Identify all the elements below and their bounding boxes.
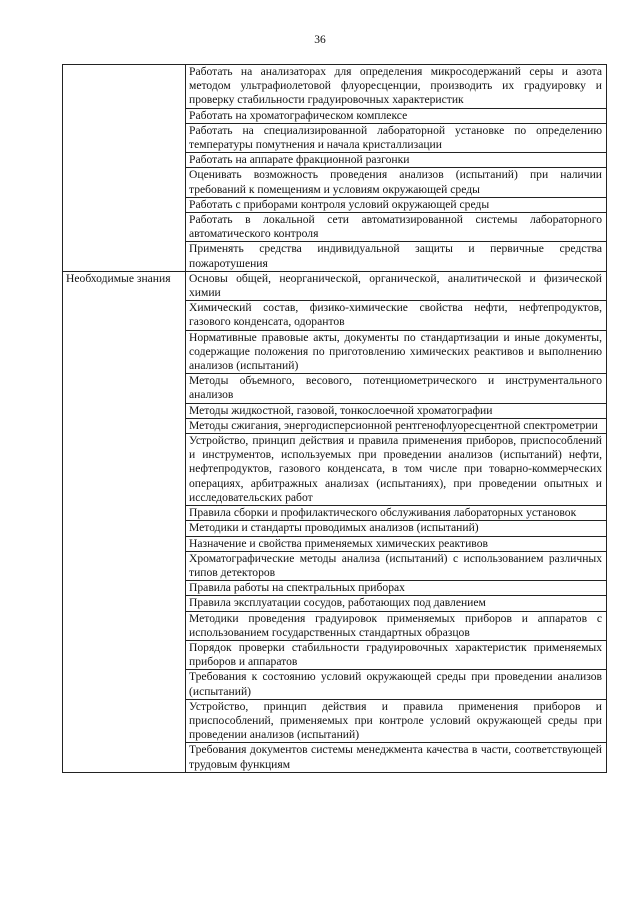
requirement-text: Методы объемного, весового, потенциометрического и инструментального анализов	[186, 374, 607, 403]
requirement-text: Работать в локальной сети автоматизированной системы лабораторного автоматического контроля	[186, 213, 607, 242]
requirement-text: Правила сборки и профилактического обслуживания лабораторных установок	[186, 506, 607, 521]
requirement-text: Назначение и свойства применяемых химических реактивов	[186, 536, 607, 551]
requirement-text: Требования к состоянию условий окружающей среды при проведении анализов (испытаний)	[186, 670, 607, 699]
requirement-text: Правила эксплуатации сосудов, работающих под давлением	[186, 596, 607, 611]
requirement-text: Устройство, принцип действия и правила применения приборов и приспособлений, применяемых при контроле условий окружающей среды при проведении анализов (испытаний)	[186, 699, 607, 743]
requirement-text: Работать на хроматографическом комплексе	[186, 108, 607, 123]
requirement-text: Методы жидкостной, газовой, тонкослоечной хроматографии	[186, 403, 607, 418]
requirement-text: Хроматографические методы анализа (испытаний) с использованием различных типов детекторов	[186, 551, 607, 580]
requirement-text: Работать на аппарате фракционной разгонки	[186, 153, 607, 168]
requirement-text: Методы сжигания, энергодисперсионной рентгенофлуоресцентной спектрометрии	[186, 418, 607, 433]
section-label: Необходимые знания	[63, 271, 186, 772]
requirement-text: Оценивать возможность проведения анализов (испытаний) при наличии требований к помещениям и условиям окружающей среды	[186, 168, 607, 197]
requirement-text: Работать с приборами контроля условий окружающей среды	[186, 197, 607, 212]
requirements-table	[62, 64, 607, 773]
requirements-table-body	[63, 65, 607, 773]
requirement-text: Основы общей, неорганической, органической, аналитической и физической химии	[186, 271, 607, 300]
requirement-text: Химический состав, физико-химические свойства нефти, нефтепродуктов, газового конденсата, одорантов	[186, 301, 607, 330]
section-label	[63, 65, 186, 272]
requirement-text: Нормативные правовые акты, документы по стандартизации и иные документы, содержащие положения по приготовлению химических реактивов и выполнению анализов (испытаний)	[186, 330, 607, 374]
requirement-text: Работать на специализированной лабораторной установке по определению температуры помутнения и начала кристаллизации	[186, 123, 607, 152]
requirement-text: Методики проведения градуировок применяемых приборов и аппаратов с использованием государственных стандартных образцов	[186, 611, 607, 640]
requirement-text: Порядок проверки стабильности градуировочных характеристик применяемых приборов и аппаратов	[186, 640, 607, 669]
requirement-text: Правила работы на спектральных приборах	[186, 581, 607, 596]
table-row	[63, 271, 607, 300]
requirement-text: Работать на анализаторах для определения микросодержаний серы и азота методом ультрафиолетовой флуоресценции, производить их градуировку и проверку стабильности градуировочных характеристик	[186, 65, 607, 109]
table-row	[63, 65, 607, 109]
requirement-text: Применять средства индивидуальной защиты и первичные средства пожаротушения	[186, 242, 607, 271]
page-number: 36	[314, 34, 326, 46]
requirement-text: Методики и стандарты проводимых анализов (испытаний)	[186, 521, 607, 536]
requirement-text: Устройство, принцип действия и правила применения приборов, приспособлений и инструментов, используемых при проведении анализов (испытаний) нефти, нефтепродуктов, газового конденсата, в том числе при товарно-коммерческих операциях, арбитражных анализах (испытаниях), при проведении опытных и исследовательских работ	[186, 434, 607, 506]
requirement-text: Требования документов системы менеджмента качества в части, соответствующей трудовым функциям	[186, 743, 607, 772]
